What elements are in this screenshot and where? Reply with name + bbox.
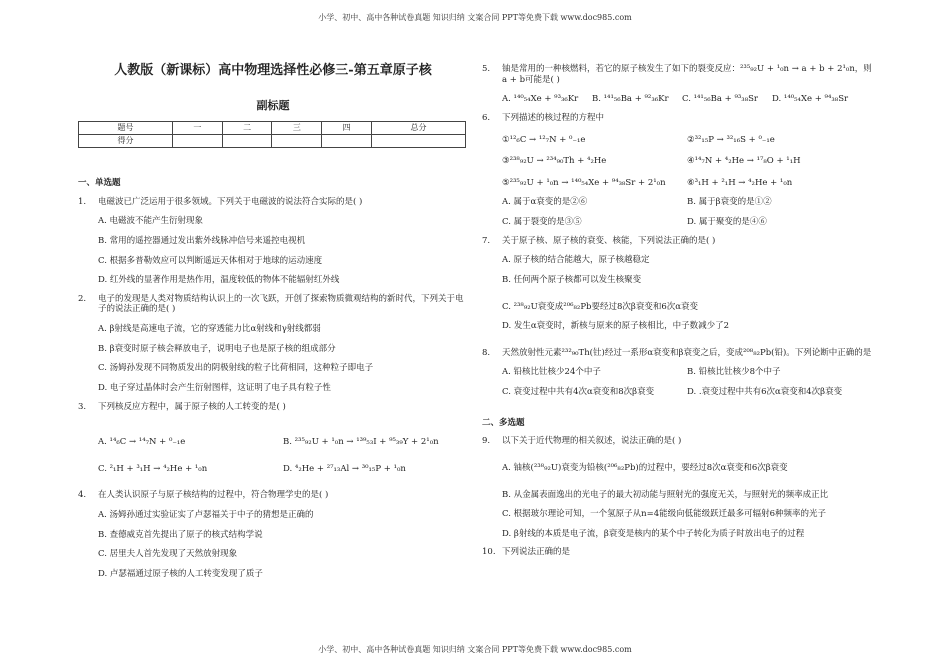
option: C. 属于裂变的是③⑤ (502, 217, 582, 227)
equation: ④¹⁴₇N + ⁴₂He → ¹⁷₈O + ¹₁H (687, 156, 801, 167)
score-cell: 三 (272, 122, 322, 135)
paper-subtitle: 副标题 (256, 99, 290, 113)
question-number: 5. (482, 64, 491, 74)
option: A. 电磁波不能产生衍射现象 (98, 216, 204, 227)
equation: ⑤²³⁵₉₂U + ¹₀n → ¹⁴⁰₅₄Xe + ⁹⁴₃₈Sr + 2¹₀n (502, 177, 666, 188)
question-1 (78, 197, 468, 286)
option: C. 居里夫人首先发现了天然放射现象 (98, 549, 238, 560)
option: A. 属于α衰变的是②⑥ (502, 197, 588, 208)
score-cell: 总分 (371, 122, 465, 135)
question-number: 8. (482, 347, 491, 358)
question-number: 7. (482, 235, 491, 246)
question-6 (482, 113, 872, 228)
option: B. 任何两个原子核都可以发生核聚变 (502, 274, 642, 285)
question-stem: 下列说法正确的是 (502, 547, 571, 558)
question-9 (482, 436, 872, 539)
question-stem: 电磁波已广泛运用于很多领域。下列关于电磁波的说法符合实际的是( ) (98, 196, 363, 207)
option: D. .衰变过程中共有6次α衰变和4次β衰变 (687, 387, 843, 397)
option: D. ¹⁴⁰₅₄Xe + ⁹⁴₃₈Sr (772, 94, 849, 105)
score-cell: 二 (222, 122, 272, 135)
question-stem: 以下关于近代物理的相关叙述，说法正确的是( ) (502, 436, 682, 447)
score-cell (272, 135, 322, 148)
score-table-row (79, 135, 466, 148)
score-table (78, 121, 466, 148)
equation: ⑥³₁H + ²₁H → ⁴₂He + ¹₀n (687, 177, 793, 188)
section-heading: 二、多选题 (482, 417, 525, 428)
question-number: 1. (78, 196, 87, 207)
paper-title: 人教版（新课标）高中物理选择性必修三-第五章原子核 (114, 63, 432, 78)
question-10 (482, 547, 872, 558)
question-5 (482, 64, 872, 105)
option: C. 汤姆孙发现不同物质发出的阴极射线的粒子比荷相同，这种粒子即电子 (98, 363, 374, 374)
option: A. 铅核比钍核少24个中子 (502, 367, 601, 378)
question-8 (482, 348, 872, 398)
option: B. ²³⁵₉₂U + ¹₀n → ¹³⁹₅₃I + ⁹⁵₃₉Y + 2¹₀n (283, 437, 439, 448)
question-stem: 关于原子核、原子核的衰变、核能，下列说法正确的是( ) (502, 235, 716, 246)
score-cell (322, 135, 372, 148)
option: C. ²³⁸₉₂U衰变成²⁰⁶₈₂Pb要经过8次β衰变和6次α衰变 (502, 301, 698, 312)
score-cell: 一 (172, 122, 222, 135)
score-cell (222, 135, 272, 148)
option: B. 常用的遥控器通过发出紫外线脉冲信号来遥控电视机 (98, 235, 306, 246)
page-header: 小学、初中、高中各种试卷真题 知识归纳 文案合同 PPT等免费下载 www.doc985.com (318, 13, 632, 22)
question-stem: 下列核反应方程中，属于原子核的人工转变的是( ) (98, 401, 286, 412)
score-table-row (79, 122, 466, 135)
right-column (482, 60, 872, 558)
equation: ①¹²₆C → ¹²₇N + ⁰₋₁e (502, 134, 586, 145)
question-number: 10. (482, 547, 496, 558)
option: A. 汤姆孙通过实验证实了卢瑟福关于中子的猜想是正确的 (98, 510, 314, 520)
question-stem: 天然放射性元素²³²₉₀Th(钍)经过一系形α衰变和β衰变之后，变成²⁰⁸₈₂Pb(铅)。下列论断中正确的是 (502, 347, 872, 358)
option: B. 属于β衰变的是①② (687, 197, 772, 208)
option: D. 属于聚变的是④⑥ (687, 217, 767, 227)
option: A. ¹⁴⁰₅₄Xe + ⁹³₃₆Kr (502, 94, 579, 105)
question-4 (78, 490, 468, 579)
equation: ②³²₁₅P → ³²₁₆S + ⁰₋₁e (687, 134, 775, 145)
question-stem: 铀是常用的一种核燃料，若它的原子核发生了如下的裂变反应：²³⁵₉₂U + ¹₀n → a + b + 2¹₀n，则a + b可能是( ) (502, 64, 872, 85)
option: D. ⁴₂He + ²⁷₁₃Al → ³⁰₁₅P + ¹₀n (283, 463, 406, 474)
left-column (78, 60, 468, 580)
score-cell: 得分 (79, 135, 173, 148)
option: D. 电子穿过晶体时会产生衍射图样，这证明了电子具有粒子性 (98, 382, 331, 393)
option: A. 原子核的结合能越大，原子核越稳定 (502, 255, 650, 266)
option: C. ¹⁴¹₅₆Ba + ⁹³₃₈Sr (682, 94, 758, 105)
question-stem: 在人类认识原子与原子核结构的过程中，符合物理学史的是( ) (98, 490, 329, 501)
option: A. 铀核(²³⁸₉₂U)衰变为铅核(²⁰⁶₈₂Pb)的过程中，要经过8次α衰变和6次β衰变 (502, 462, 788, 473)
question-3 (78, 402, 468, 475)
question-stem: 电子的发现是人类对物质结构认识上的一次飞跃，开创了探索物质微观结构的新时代，下列关于电子的说法正确的是( ) (98, 293, 464, 315)
option: D. β射线的本质是电子流，β衰变是核内的某个中子转化为质子时放出电子的过程 (502, 528, 805, 539)
option: B. ¹⁴¹₅₆Ba + ⁹²₃₆Kr (592, 94, 669, 105)
question-stem: 下列描述的核过程的方程中 (502, 112, 605, 123)
page-footer: 小学、初中、高中各种试卷真题 知识归纳 文案合同 PPT等免费下载 www.doc985.com (318, 645, 632, 654)
question-number: 6. (482, 112, 491, 123)
option: C. ²₁H + ³₁H → ⁴₂He + ¹₀n (98, 463, 208, 474)
option: C. 根据多普勒效应可以判断遥远天体相对于地球的运动速度 (98, 255, 323, 266)
option: B. 从金属表面逸出的光电子的最大初动能与照射光的强度无关，与照射光的频率成正比 (502, 489, 829, 500)
option: C. 根据玻尔理论可知，一个氢原子从n=4能级向低能级跃迁最多可辐射6种频率的光子 (502, 509, 827, 520)
question-number: 3. (78, 401, 87, 412)
question-2 (78, 294, 468, 394)
option: D. 红外线的显著作用是热作用，温度较低的物体不能辐射红外线 (98, 275, 340, 286)
question-number: 9. (482, 436, 491, 447)
option: B. 查德威克首先提出了原子的核式结构学说 (98, 529, 263, 540)
option: B. 铅核比钍核少8个中子 (687, 367, 781, 378)
score-cell: 四 (322, 122, 372, 135)
score-cell (172, 135, 222, 148)
option: B. β衰变时原子核会释放电子，说明电子也是原子核的组成部分 (98, 343, 336, 354)
question-number: 4. (78, 490, 87, 501)
option: D. 卢瑟福通过原子核的人工转变发现了质子 (98, 568, 263, 579)
score-cell: 题号 (79, 122, 173, 135)
score-cell (371, 135, 465, 148)
option: C. 衰变过程中共有4次α衰变和8次β衰变 (502, 387, 655, 397)
option: A. β射线是高速电子流，它的穿透能力比α射线和γ射线都弱 (98, 324, 321, 334)
question-number: 2. (78, 293, 87, 304)
option: A. ¹⁴₆C → ¹⁴₇N + ⁰₋₁e (98, 437, 186, 448)
equation: ③²³⁸₉₂U → ²³⁴₉₀Th + ⁴₂He (502, 156, 607, 167)
question-7 (482, 236, 872, 332)
section-heading: 一、单选题 (78, 178, 121, 188)
option: D. 发生α衰变时，新核与原来的原子核相比，中子数减少了2 (502, 321, 730, 332)
